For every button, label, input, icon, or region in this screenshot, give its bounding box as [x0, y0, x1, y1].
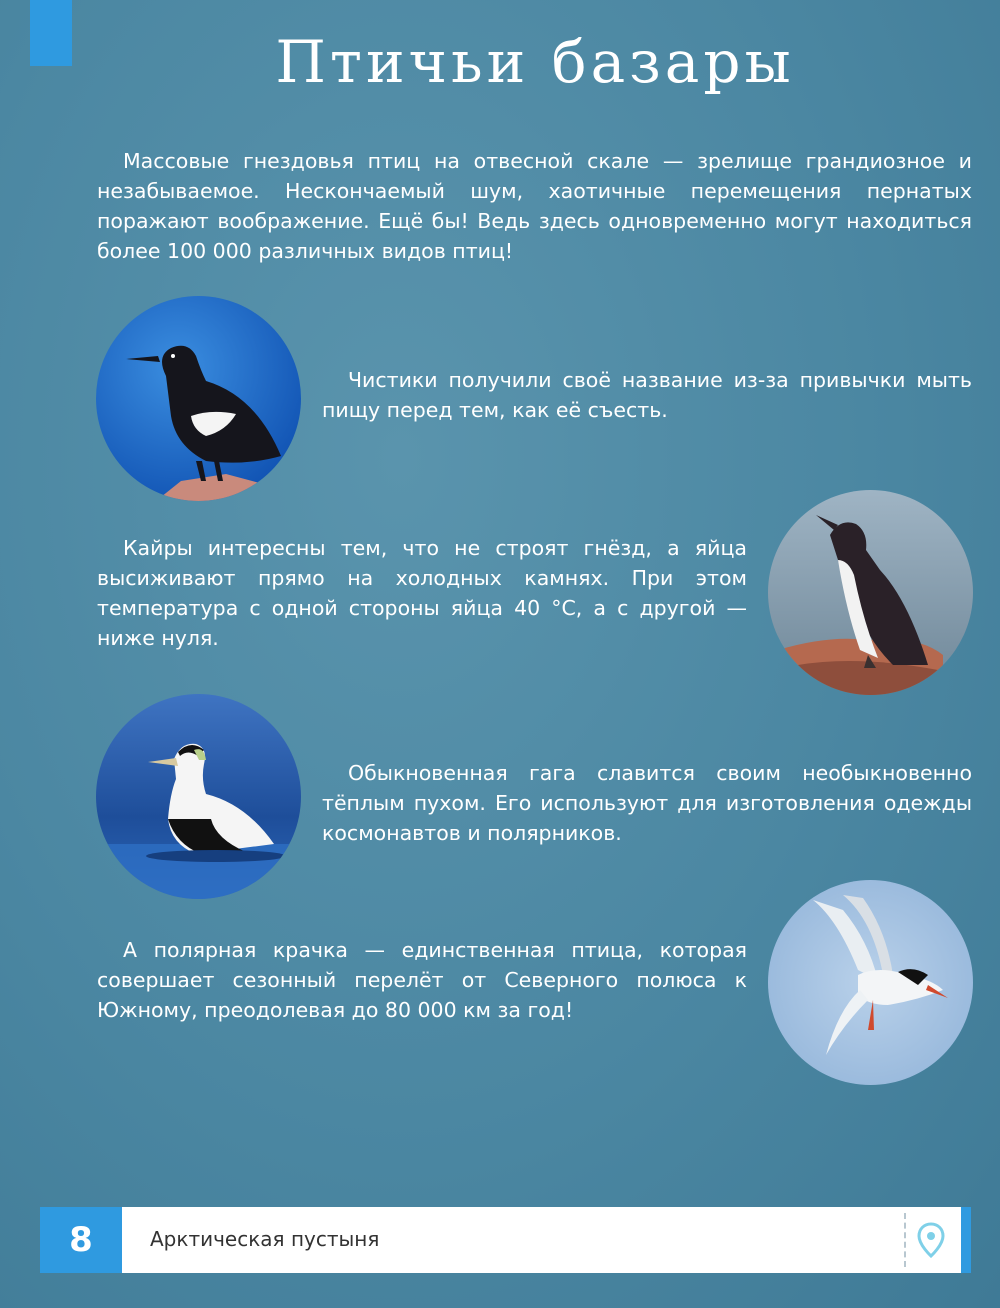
black-guillemot-photo — [96, 296, 301, 501]
guillemot-paragraph: Чистики получили своё название из-за привычки мыть пищу перед тем, как её съесть. — [322, 368, 972, 422]
footer-bar — [122, 1207, 907, 1273]
section-label: Арктическая пустыня — [150, 1227, 380, 1251]
murre-paragraph: Кайры интересны тем, что не строят гнёзд, а яйца высиживают прямо на холодных камнях. При этом температура с одной стороны яйца 40 °С, а с другой — ниже нуля. — [97, 536, 747, 650]
footer-icon-box — [907, 1207, 971, 1273]
arctic-tern-photo — [768, 880, 973, 1085]
eider-paragraph: Обыкновенная гага славится своим необыкновенно тёплым пухом. Его используют для изготовления одежды космонавтов и полярников. — [322, 761, 972, 845]
location-pin-icon — [917, 1222, 945, 1258]
page-number: 8 — [40, 1207, 122, 1273]
footer-divider — [904, 1213, 906, 1267]
page-title: Птичьи базары — [275, 28, 795, 96]
footer-edge — [961, 1207, 971, 1273]
eider-photo — [96, 694, 301, 899]
page-footer — [40, 1207, 971, 1273]
tern-paragraph: А полярная крачка — единственная птица, которая совершает сезонный перелёт от Северного полюса к Южному, преодолевая до 80 000 км за год! — [97, 938, 747, 1022]
murre-photo — [768, 490, 973, 695]
intro-paragraph: Массовые гнездовья птиц на отвесной скале — зрелище грандиозное и незабываемое. Нескончаемый шум, хаотичные перемещения пернатых поражают воображение. Ещё бы! Ведь здесь одновременно могут находиться более 100 000 различных видов птиц! — [97, 149, 972, 263]
